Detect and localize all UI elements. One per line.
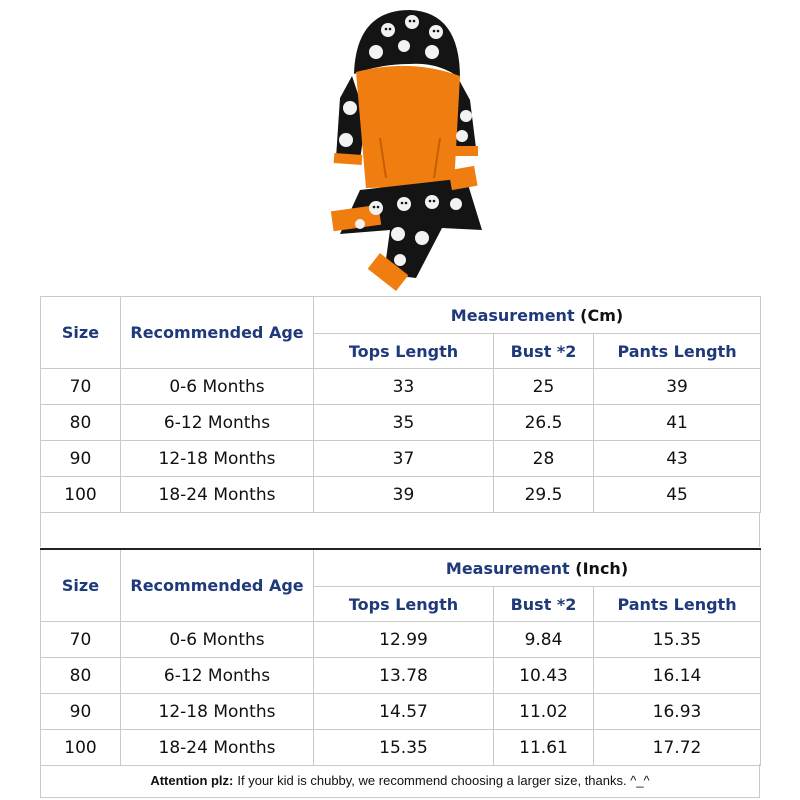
attention-label: Attention plz: [150, 773, 234, 788]
size-cell: 80 [41, 658, 121, 694]
table-row [41, 622, 761, 658]
age-cell: 18-24 Months [121, 477, 314, 513]
table-row [41, 694, 761, 730]
table-row [41, 405, 761, 441]
bust-cell: 25 [494, 369, 594, 405]
size-header: Size [41, 297, 121, 369]
bust-header: Bust *2 [494, 587, 594, 622]
bust-header: Bust *2 [494, 334, 594, 369]
age-cell: 18-24 Months [121, 730, 314, 766]
measurement-label: Measurement [445, 558, 570, 578]
recommended-age-header: Recommended Age [121, 297, 314, 369]
tops-cell: 37 [314, 441, 494, 477]
pants-length-header: Pants Length [594, 334, 761, 369]
pants-cell: 16.93 [594, 694, 761, 730]
table-row [41, 730, 761, 766]
measurement-unit: (Inch) [575, 558, 629, 578]
age-cell: 6-12 Months [121, 658, 314, 694]
size-cell: 100 [41, 477, 121, 513]
tops-cell: 14.57 [314, 694, 494, 730]
pants-cell: 15.35 [594, 622, 761, 658]
size-cell: 100 [41, 730, 121, 766]
product-image [320, 8, 500, 292]
tops-cell: 15.35 [314, 730, 494, 766]
pants-cell: 41 [594, 405, 761, 441]
age-cell: 12-18 Months [121, 694, 314, 730]
size-table-inch [40, 548, 761, 766]
halloween-outfit-illustration [320, 8, 500, 292]
measurement-unit: (Cm) [580, 305, 624, 325]
pants-cell: 16.14 [594, 658, 761, 694]
size-cell: 70 [41, 622, 121, 658]
measurement-header [314, 549, 761, 587]
table-spacer [40, 512, 760, 547]
tops-length-header: Tops Length [314, 334, 494, 369]
bust-cell: 26.5 [494, 405, 594, 441]
tops-cell: 39 [314, 477, 494, 513]
bust-cell: 11.02 [494, 694, 594, 730]
tops-cell: 35 [314, 405, 494, 441]
age-cell: 6-12 Months [121, 405, 314, 441]
size-cell: 80 [41, 405, 121, 441]
pants-cell: 39 [594, 369, 761, 405]
pants-length-header: Pants Length [594, 587, 761, 622]
size-header: Size [41, 549, 121, 622]
pants-cell: 43 [594, 441, 761, 477]
tops-cell: 13.78 [314, 658, 494, 694]
size-cell: 90 [41, 441, 121, 477]
bust-cell: 29.5 [494, 477, 594, 513]
tops-cell: 12.99 [314, 622, 494, 658]
bust-cell: 28 [494, 441, 594, 477]
tops-length-header: Tops Length [314, 587, 494, 622]
pants-cell: 45 [594, 477, 761, 513]
size-cell: 70 [41, 369, 121, 405]
age-cell: 0-6 Months [121, 622, 314, 658]
attention-text: If your kid is chubby, we recommend choosing a larger size, thanks. ^_^ [237, 773, 650, 788]
bust-cell: 10.43 [494, 658, 594, 694]
size-table-cm [40, 296, 761, 513]
recommended-age-header: Recommended Age [121, 549, 314, 622]
age-cell: 0-6 Months [121, 369, 314, 405]
measurement-header [314, 297, 761, 334]
age-cell: 12-18 Months [121, 441, 314, 477]
measurement-label: Measurement [450, 305, 575, 325]
table-row [41, 441, 761, 477]
table-row [41, 658, 761, 694]
table-row [41, 369, 761, 405]
size-cell: 90 [41, 694, 121, 730]
bust-cell: 9.84 [494, 622, 594, 658]
tops-cell: 33 [314, 369, 494, 405]
attention-note [40, 764, 760, 798]
table-row [41, 477, 761, 513]
bust-cell: 11.61 [494, 730, 594, 766]
pants-cell: 17.72 [594, 730, 761, 766]
